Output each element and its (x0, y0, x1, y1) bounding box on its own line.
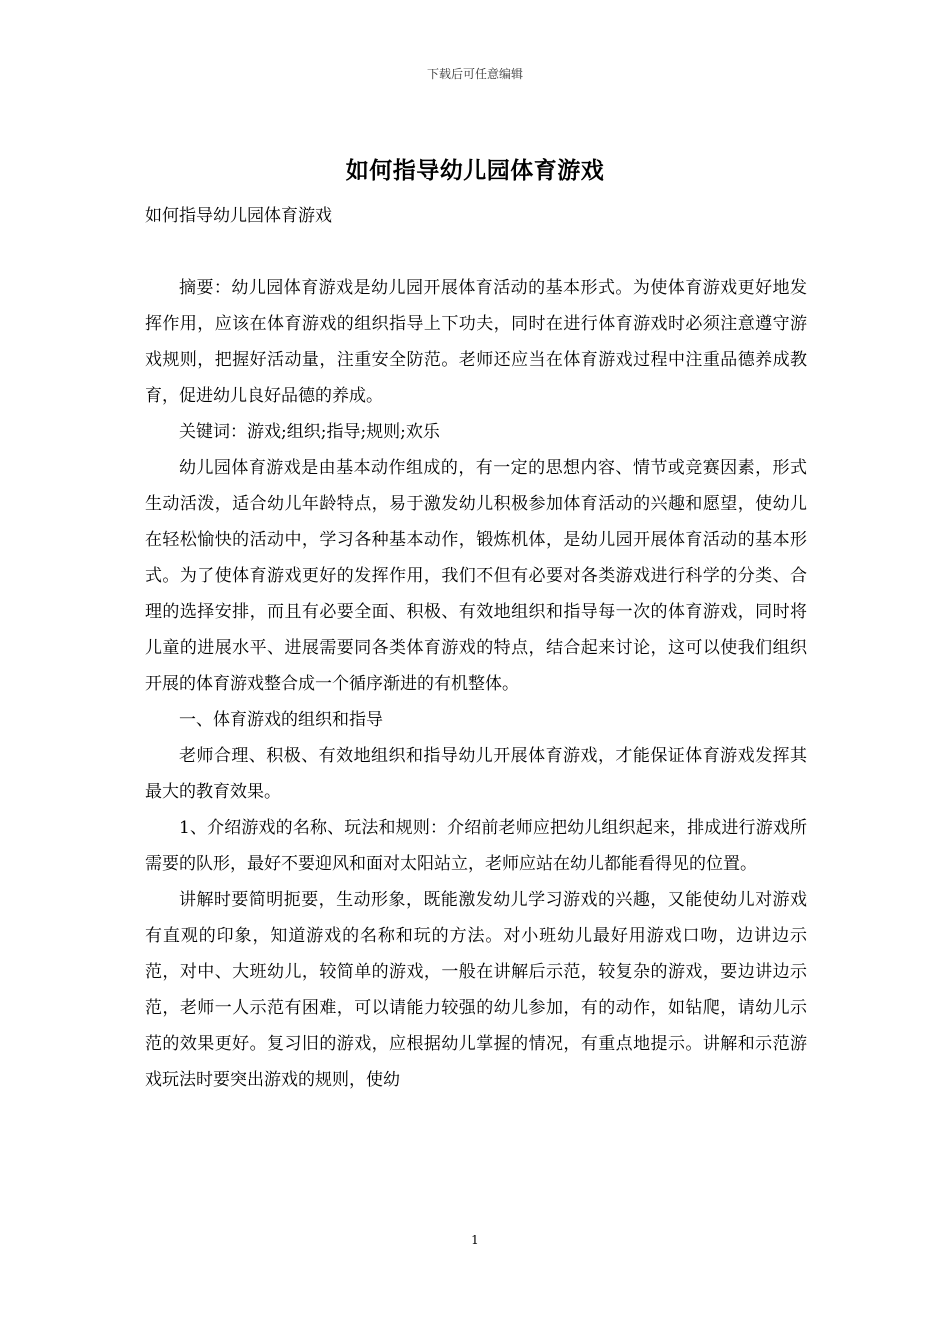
blank-line (145, 234, 807, 270)
document-subtitle: 如何指导幼儿园体育游戏 (145, 206, 332, 226)
body-paragraph: 讲解时要简明扼要，生动形象，既能激发幼儿学习游戏的兴趣，又能使幼儿对游戏有直观的印象，知道游戏的名称和玩的方法。对小班幼儿最好用游戏口吻，边讲边示范，对中、大班幼儿，较简单的游戏，一般在讲解后示范，较复杂的游戏，要边讲边示范，老师一人示范有困难，可以请能力较强的幼儿参加，有的动作，如钻爬，请幼儿示范的效果更好。复习旧的游戏，应根据幼儿掌握的情况，有重点地提示。讲解和示范游戏玩法时要突出游戏的规则，使幼 (145, 890, 807, 1090)
section-heading: 一、体育游戏的组织和指导 (179, 710, 383, 730)
document-title: 如何指导幼儿园体育游戏 (345, 157, 605, 184)
keywords-paragraph: 关键词：游戏;组织;指导;规则;欢乐 (179, 422, 440, 442)
body-paragraph: 老师合理、积极、有效地组织和指导幼儿开展体育游戏，才能保证体育游戏发挥其最大的教育效果。 (145, 746, 807, 802)
abstract-paragraph: 摘要：幼儿园体育游戏是幼儿园开展体育活动的基本形式。为使体育游戏更好地发挥作用，应该在体育游戏的组织指导上下功夫，同时在进行体育游戏时必须注意遵守游戏规则，把握好活动量，注重安全防范。老师还应当在体育游戏过程中注重品德养成教育，促进幼儿良好品德的养成。 (145, 278, 807, 406)
intro-paragraph: 幼儿园体育游戏是由基本动作组成的，有一定的思想内容、情节或竞赛因素，形式生动活泼，适合幼儿年龄特点，易于激发幼儿积极参加体育活动的兴趣和愿望，使幼儿在轻松愉快的活动中，学习各种基本动作，锻炼机体，是幼儿园开展体育活动的基本形式。为了使体育游戏更好的发挥作用，我们不但有必要对各类游戏进行科学的分类、合理的选择安排，而且有必要全面、积极、有效地组织和指导每一次的体育游戏，同时将儿童的进展水平、进展需要同各类体育游戏的特点，结合起来讨论，这可以使我们组织开展的体育游戏整合成一个循序渐进的有机整体。 (145, 458, 807, 694)
body-paragraph: 1、介绍游戏的名称、玩法和规则：介绍前老师应把幼儿组织起来，排成进行游戏所需要的队形，最好不要迎风和面对太阳站立，老师应站在幼儿都能看得见的位置。 (145, 818, 807, 874)
page-header: 下载后可任意编辑 (426, 67, 523, 81)
page-number: 1 (471, 1233, 479, 1247)
document-body (145, 198, 807, 1098)
